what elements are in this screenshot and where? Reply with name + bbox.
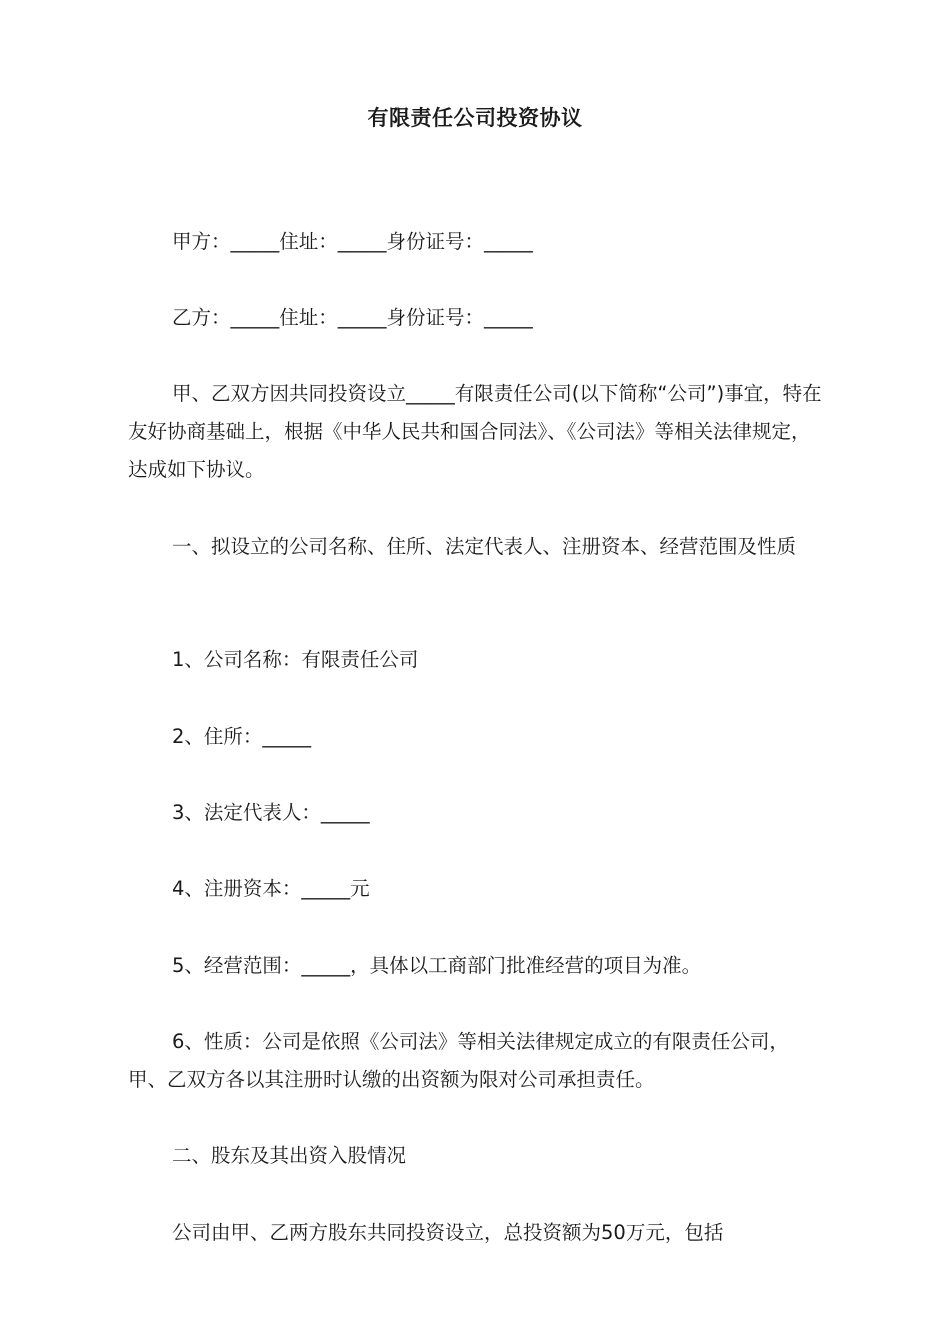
section-2-body: 公司由甲、乙两方股东共同投资设立，总投资额为50万元，包括 — [172, 1221, 724, 1244]
clause-legal-representative: 3、法定代表人：_____ — [172, 801, 370, 824]
section-2-heading: 二、股东及其出资入股情况 — [172, 1144, 407, 1167]
clause-company-name: 1、公司名称：有限责任公司 — [172, 648, 419, 671]
party-a-line: 甲方：_____住址：_____身份证号：_____ — [172, 230, 533, 253]
party-b-line: 乙方：_____住址：_____身份证号：_____ — [172, 306, 533, 329]
section-1-heading: 一、拟设立的公司名称、住所、法定代表人、注册资本、经营范围及性质 — [172, 535, 797, 558]
clause-business-scope: 5、经营范围：_____，具体以工商部门批准经营的项目为准。 — [172, 954, 702, 977]
clause-address: 2、住所：_____ — [172, 725, 312, 748]
document-title: 有限责任公司投资协议 — [367, 106, 583, 130]
clause-registered-capital: 4、注册资本：_____元 — [172, 877, 370, 900]
preamble-paragraph: 甲、乙双方因共同投资设立_____有限责任公司(以下简称“公司”)事宜，特在友好协商基础上，根据《中华人民共和国合同法》、《公司法》等相关法律规定，达成如下协议。 — [128, 382, 822, 481]
clause-nature: 6、性质：公司是依照《公司法》等相关法律规定成立的有限责任公司，甲、乙双方各以其注册时认缴的出资额为限对公司承担责任。 — [128, 1030, 789, 1091]
